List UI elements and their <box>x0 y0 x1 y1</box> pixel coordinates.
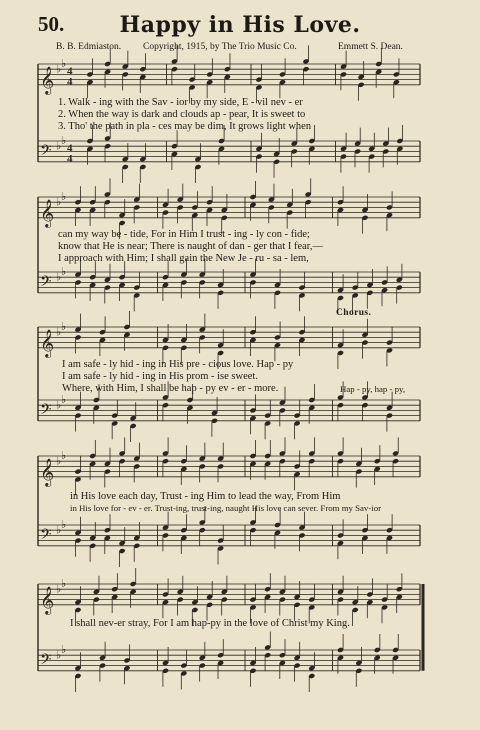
chorus-line1-verse3: Where, with Him, I shall be hap - py ev - er - more. <box>62 383 279 394</box>
chorus-line3: I shall nev-er stray, For I am hap-py in the love of Christ my King. <box>70 618 350 629</box>
flat-sign: ♭ <box>56 270 62 284</box>
flat-sign: ♭ <box>56 648 62 662</box>
chorus-bass-words: Hap - py, hap - py, <box>340 384 406 394</box>
flat-sign: ♭ <box>61 518 67 532</box>
flat-sign: ♭ <box>61 265 67 279</box>
flat-sign: ♭ <box>56 195 62 209</box>
chorus-line1-alt: I am safe - ly hid - ing in His prom - ise sweet. <box>62 371 258 382</box>
treble-clef: 𝄞 <box>40 328 55 357</box>
bass-clef: 𝄢 <box>40 141 52 163</box>
flat-sign: ♭ <box>56 523 62 537</box>
verse1-line1: 1. Walk - ing with the Sav - ior by my side, E - vil nev - er <box>58 97 303 108</box>
flat-sign: ♭ <box>61 577 67 591</box>
flat-sign: ♭ <box>56 325 62 339</box>
verse2-line2: know that He is near; There is naught of dan - ger that I fear,— <box>58 241 324 252</box>
copyright-credit: Copyright, 1915, by The Trio Music Co. <box>143 42 297 52</box>
bass-clef: 𝄢 <box>40 400 52 422</box>
bass-clef: 𝄢 <box>40 272 52 294</box>
flat-sign: ♭ <box>61 320 67 334</box>
flat-sign: ♭ <box>56 454 62 468</box>
flat-sign: ♭ <box>61 449 67 463</box>
verse3-line2: I approach with Him; I shall gain the New Je - ru - sa - lem, <box>58 253 309 264</box>
flat-sign: ♭ <box>61 393 67 407</box>
treble-clef: 𝄞 <box>40 457 55 486</box>
chorus-line2: in His love each day, Trust - ing Him to lead the way, From Him <box>70 491 341 502</box>
flat-sign: ♭ <box>61 643 67 657</box>
flat-sign: ♭ <box>61 57 67 71</box>
bass-clef: 𝄢 <box>40 525 52 547</box>
hymn-number: 50. <box>38 12 65 36</box>
hymn-title: Happy in His Love. <box>119 12 361 38</box>
flat-sign: ♭ <box>56 398 62 412</box>
chorus-label: Chorus. <box>336 308 372 318</box>
treble-clef: 𝄞 <box>40 65 55 94</box>
time-signature: 4 <box>67 75 73 88</box>
verse1-line2: can my way be - tide, For in Him I trust - ing - ly con - fide; <box>58 229 310 240</box>
verse3-line1: 3. Tho' the path in pla - ces may be dim, It grows light when <box>58 121 312 132</box>
flat-sign: ♭ <box>56 139 62 153</box>
flat-sign: ♭ <box>56 582 62 596</box>
time-signature: 4 <box>67 65 73 78</box>
time-signature: 4 <box>67 152 73 165</box>
treble-clef: 𝄞 <box>40 198 55 227</box>
chorus-line2-bass: in His love for - ev - er. Trust-ing, trust-ing, naught His love can sever. From my Sav-ior <box>70 503 382 513</box>
time-signature: 4 <box>67 142 73 155</box>
composer-credit: Emmett S. Dean. <box>338 42 403 52</box>
treble-clef: 𝄞 <box>40 585 55 614</box>
chorus-line1: I am safe - ly hid - ing in His pre - cious love. Hap - py <box>62 359 294 370</box>
flat-sign: ♭ <box>61 134 67 148</box>
verse2-line1: 2. When the way is dark and clouds ap - pear, It is sweet to <box>58 109 306 120</box>
author-credit: B. B. Edmiaston. <box>56 42 122 52</box>
flat-sign: ♭ <box>61 190 67 204</box>
bass-clef: 𝄢 <box>40 650 52 672</box>
flat-sign: ♭ <box>56 62 62 76</box>
